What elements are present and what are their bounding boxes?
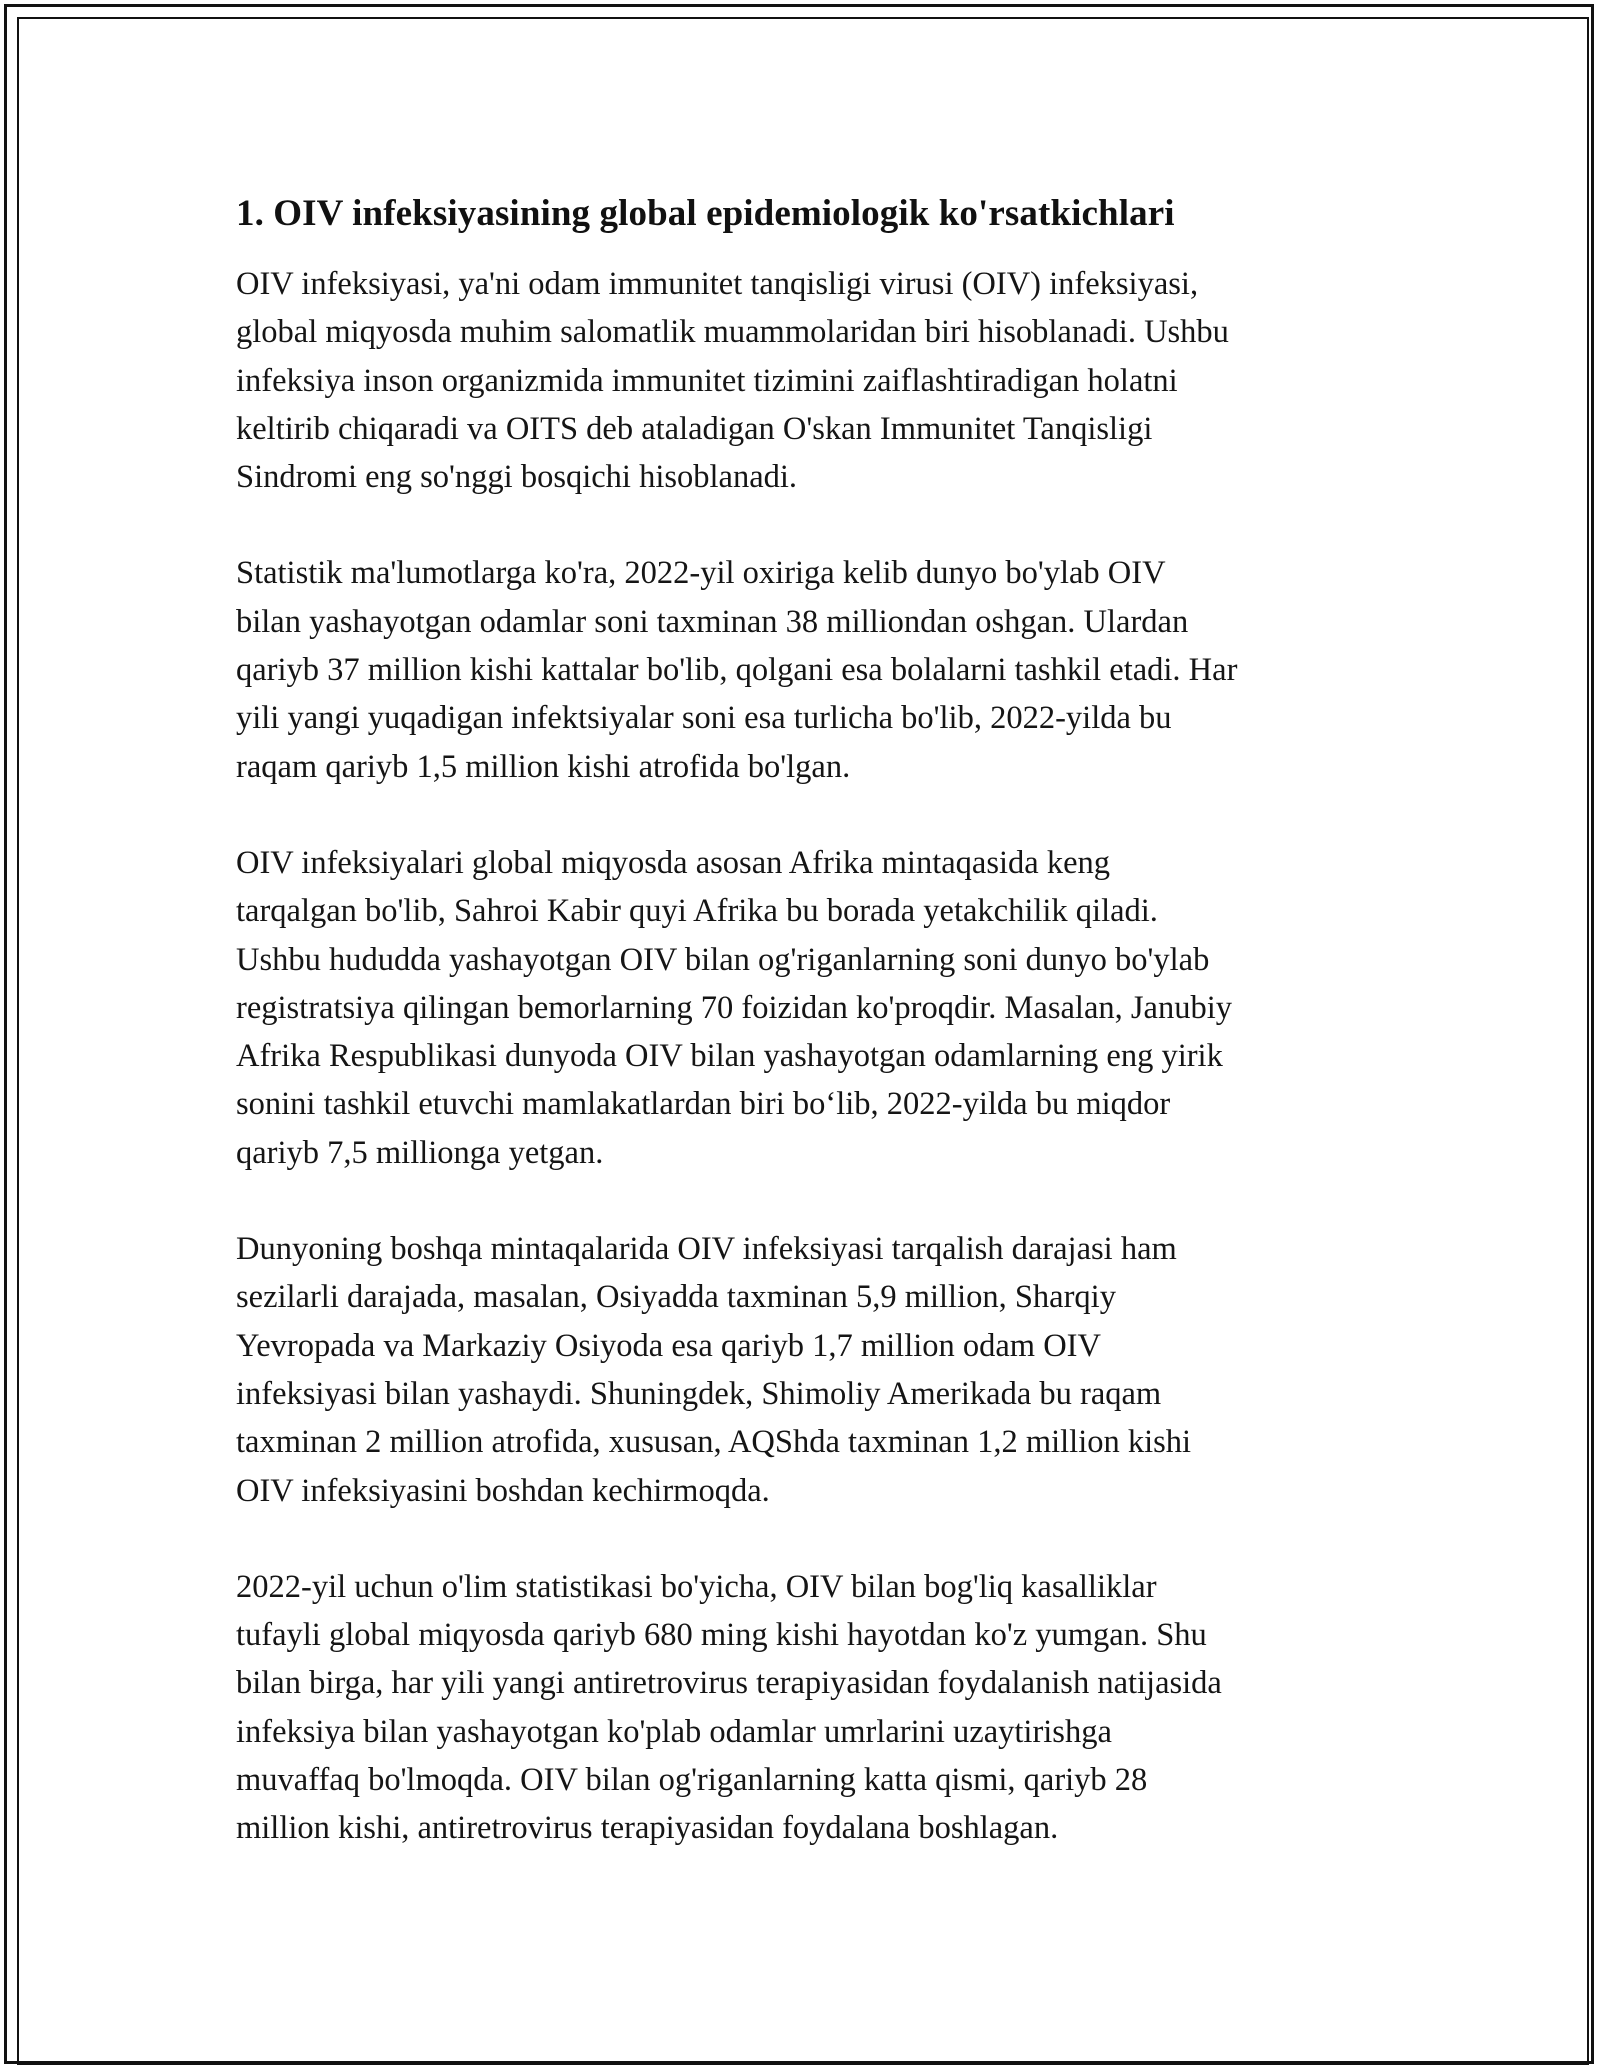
section-heading: 1. OIV infeksiyasining global epidemiologik ko'rsatkichlari: [236, 193, 1175, 234]
paragraph-intro: OIV infeksiyasi, ya'ni odam immunitet tanqisligi virusi (OIV) infeksiyasi, global miqyosda muhim salomatlik muammolaridan biri hisoblanadi. Ushbu infeksiya inson organizmida immunitet tizimini zaiflashtiradigan holatni keltirib chiqaradi va OITS deb ataladigan O'skan Immunitet Tanqisligi Sindromi eng so'nggi bosqichi hisoblanadi.: [236, 266, 1229, 496]
paragraph-global-statistics: Statistik ma'lumotlarga ko'ra, 2022-yil oxiriga kelib dunyo bo'ylab OIV bilan yashayotgan odamlar soni taxminan 38 milliondan oshgan. Ulardan qariyb 37 million kishi kattalar bo'lib, qolgani esa bolalarni tashkil etadi. Har yili yangi yuqadigan infektsiyalar soni esa turlicha bo'lib, 2022-yilda bu raqam qariyb 1,5 million kishi atrofida bo'lgan.: [236, 555, 1238, 785]
paragraph-other-regions: Dunyoning boshqa mintaqalarida OIV infeksiyasi tarqalish darajasi ham sezilarli darajada, masalan, Osiyadda taxminan 5,9 million, Sharqiy Yevropada va Markaziy Osiyoda esa qariyb 1,7 million odam OIV infeksiyasi bilan yashaydi. Shuningdek, Shimoliy Amerikada bu raqam taxminan 2 million atrofida, xususan, AQShda taxminan 1,2 million kishi OIV infeksiyasini boshdan kechirmoqda.: [236, 1231, 1192, 1509]
paragraph-mortality: 2022-yil uchun o'lim statistikasi bo'yicha, OIV bilan bog'liq kasalliklar tufayli global miqyosda qariyb 680 ming kishi hayotdan ko'z yumgan. Shu bilan birga, har yili yangi antiretrovirus terapiyasidan foydalanish natijasida infeksiya bilan yashayotgan ko'plab odamlar umrlarini uzaytirishga muvaffaq bo'lmoqda. OIV bilan og'riganlarning katta qismi, qariyb 28 million kishi, antiretrovirus terapiyasidan foydalana boshlagan.: [236, 1568, 1222, 1847]
document-body: [236, 188, 1386, 1853]
paragraph-africa: OIV infeksiyalari global miqyosda asosan Afrika mintaqasida keng tarqalgan bo'lib, Sahroi Kabir quyi Afrika bu borada yetakchilik qiladi. Ushbu hududda yashayotgan OIV bilan og'riganlarning soni dunyo bo'ylab registratsiya qilingan bemorlarning 70 foizidan ko'proqdir. Masalan, Janubiy Afrika Respublikasi dunyoda OIV bilan yashayotgan odamlarning eng yirik sonini tashkil etuvchi mamlakatlardan biri bo‘lib, 2022-yilda bu miqdor qariyb 7,5 millionga yetgan.: [236, 844, 1232, 1171]
